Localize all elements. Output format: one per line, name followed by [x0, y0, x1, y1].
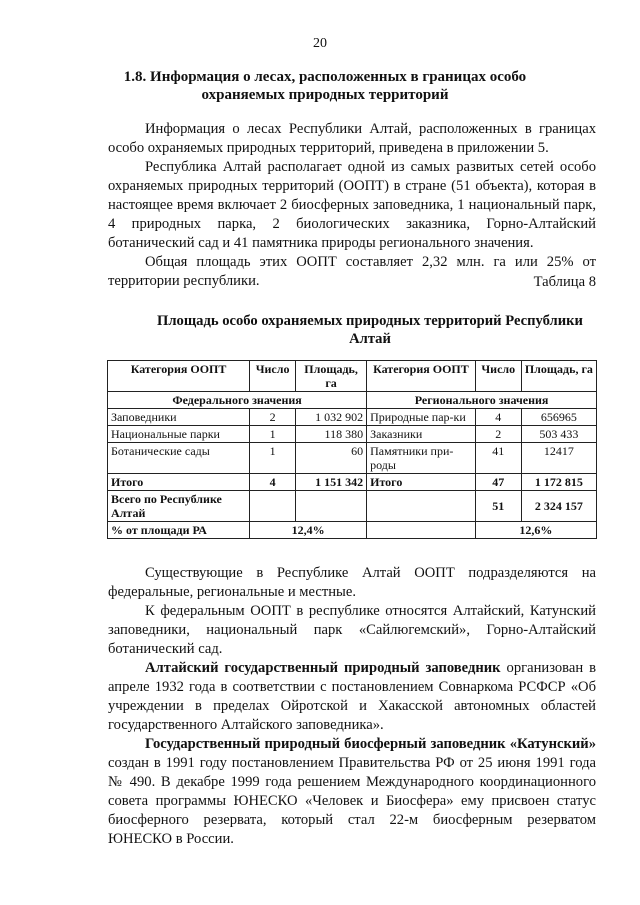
- empty-cell: [250, 491, 296, 522]
- header-count: Число: [250, 361, 296, 392]
- total-reg-label: Итого: [367, 474, 476, 491]
- cell-fed-category: Ботанические сады: [108, 443, 250, 474]
- empty-cell: [367, 522, 476, 539]
- section-title-line1: 1.8. Информация о лесах, расположенных в границах особо: [123, 69, 527, 85]
- total-label: Итого: [108, 474, 250, 491]
- table-title: [130, 312, 610, 348]
- intro-paragraph-2: Республика Алтай располагает одной из самых развитых сетей особо охраняемых природных территорий (ООПТ) в стране (51 объекта), которая в настоящее время включает 2 биосферных заповедника, 1 национальный парк, 4 природных парка, 2 биологических заказника, Горно-Алтайский ботанический сад и 41 памятника природы регионального значения.: [108, 159, 596, 251]
- cell-reg-category: Памятники при-роды: [367, 443, 476, 474]
- body-paragraph-2: К федеральным ООПТ в республике относятся Алтайский, Катунский заповедники, национальный парк «Сайлюгемский», Горно-Алтайский ботанический сад.: [108, 603, 596, 657]
- empty-cell: [296, 491, 367, 522]
- cell-reg-count: 2: [475, 426, 521, 443]
- body-paragraph-4: [108, 735, 596, 849]
- page-number: 20: [313, 36, 327, 51]
- table-percent-row: [108, 522, 597, 539]
- cell-reg-category: Природные пар-ки: [367, 409, 476, 426]
- header-area: Площадь, га: [296, 361, 367, 392]
- header-category-2: Категория ООПТ: [367, 361, 476, 392]
- cell-fed-category: Заповедники: [108, 409, 250, 426]
- intro-text: [108, 120, 596, 291]
- cell-reg-area: 503 433: [521, 426, 596, 443]
- katunsky-reserve-name: Государственный природный биосферный заповедник «Катунский»: [145, 736, 596, 752]
- section-title: [110, 68, 540, 104]
- table-row: [108, 409, 597, 426]
- altai-reserve-name: Алтайский государственный природный заповедник: [145, 660, 501, 676]
- percent-label: % от площади РА: [108, 522, 250, 539]
- federal-subheader: Федерального значения: [108, 392, 367, 409]
- cell-fed-count: 2: [250, 409, 296, 426]
- cell-reg-count: 41: [475, 443, 521, 474]
- republic-total-area: 2 324 157: [521, 491, 596, 522]
- cell-reg-category: Заказники: [367, 426, 476, 443]
- empty-cell: [367, 491, 476, 522]
- cell-reg-count: 4: [475, 409, 521, 426]
- body-paragraph-1: Существующие в Республике Алтай ООПТ подразделяются на федеральные, региональные и местные.: [108, 565, 596, 600]
- percent-fed: 12,4%: [250, 522, 367, 539]
- republic-total-count: 51: [475, 491, 521, 522]
- table-row: [108, 426, 597, 443]
- body-text: [108, 564, 596, 849]
- total-fed-area: 1 151 342: [296, 474, 367, 491]
- cell-fed-area: 1 032 902: [296, 409, 367, 426]
- table-subheader-row: [108, 392, 597, 409]
- percent-reg: 12,6%: [475, 522, 596, 539]
- cell-reg-area: 12417: [521, 443, 596, 474]
- altai-reserve-text: организован в апреле 1932 года в соответствии с постановлением Совнаркома РСФСР «Об учреждении в пределах Ойротской и Хакасской автономных областей государственного Алтайского заповедника».: [108, 660, 596, 733]
- katunsky-reserve-text: создан в 1991 году постановлением Правительства РФ от 25 июня 1991 года № 490. В декабре 1999 года решением Международного координационного совета программы ЮНЕСКО «Человек и Биосфера» ему присвоен статус биосферного резервата, который стал 22-м биосферным резерватом ЮНЕСКО в России.: [108, 755, 596, 847]
- cell-fed-count: 1: [250, 426, 296, 443]
- total-fed-count: 4: [250, 474, 296, 491]
- table-republic-total-row: [108, 491, 597, 522]
- body-paragraph-3: [108, 659, 596, 735]
- table-title-line1: Площадь особо охраняемых природных территорий Республики: [157, 313, 583, 329]
- cell-reg-area: 656965: [521, 409, 596, 426]
- cell-fed-area: 60: [296, 443, 367, 474]
- intro-paragraph-1: Информация о лесах Республики Алтай, расположенных в границах особо охраняемых природных территорий, приведена в приложении 5.: [108, 121, 596, 156]
- table-title-line2: Алтай: [349, 331, 391, 347]
- total-reg-area: 1 172 815: [521, 474, 596, 491]
- header-area-2: Площадь, га: [521, 361, 596, 392]
- protected-areas-table: [107, 360, 597, 539]
- intro-paragraph-3: Общая площадь этих ООПТ составляет 2,32 млн. га или 25% от территории республики.: [108, 254, 596, 289]
- table-header-row: [108, 361, 597, 392]
- table-row: [108, 443, 597, 474]
- republic-total-label: Всего по Республике Алтай: [108, 491, 250, 522]
- cell-fed-area: 118 380: [296, 426, 367, 443]
- header-count-2: Число: [475, 361, 521, 392]
- cell-fed-category: Национальные парки: [108, 426, 250, 443]
- regional-subheader: Регионального значения: [367, 392, 597, 409]
- header-category: Категория ООПТ: [108, 361, 250, 392]
- section-title-line2: охраняемых природных территорий: [201, 87, 449, 103]
- cell-fed-count: 1: [250, 443, 296, 474]
- total-reg-count: 47: [475, 474, 521, 491]
- table-label: Таблица 8: [533, 274, 596, 290]
- table-total-row: [108, 474, 597, 491]
